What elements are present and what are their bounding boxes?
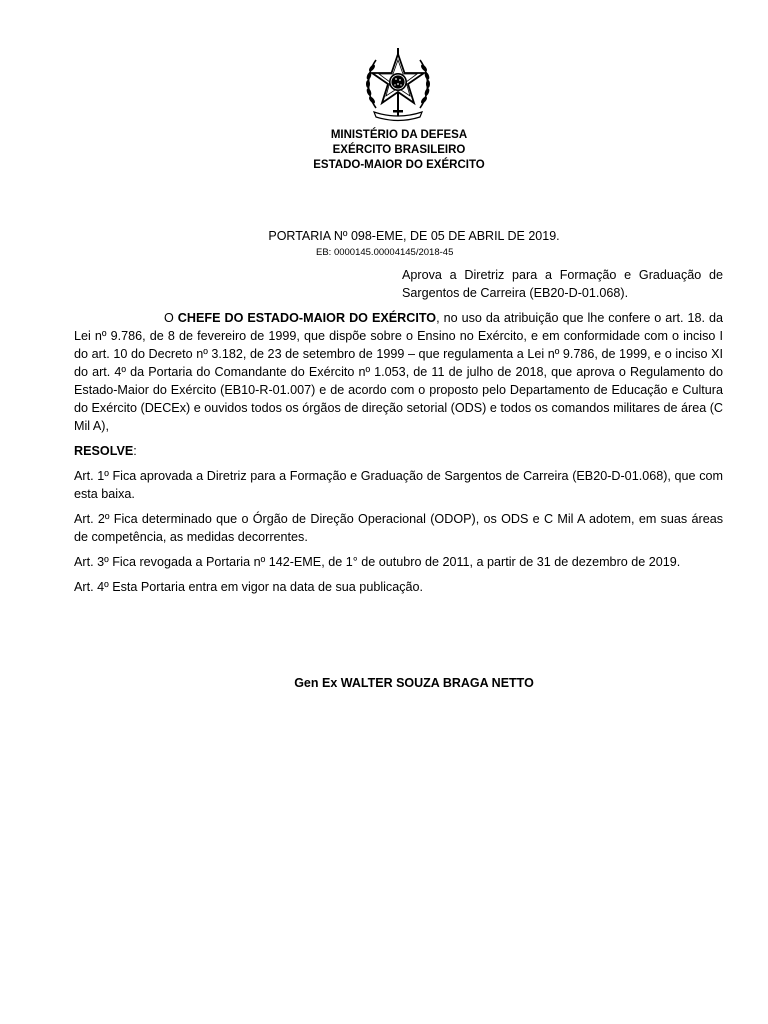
intro-authority: CHEFE DO ESTADO-MAIOR DO EXÉRCITO [177,311,437,325]
resolve-heading: RESOLVE: [74,444,137,458]
brazil-coat-of-arms-icon [360,46,436,122]
article-2: Art. 2º Fica determinado que o Órgão de Direção Operacional (ODOP), os ODS e C Mil A adotem, em suas áreas de competência, as medidas decorrentes. [74,512,723,544]
header-army: EXÉRCITO BRASILEIRO [332,144,466,156]
article-4: Art. 4º Esta Portaria entra em vigor na data de sua publicação. [74,580,424,594]
signature-name: Gen Ex WALTER SOUZA BRAGA NETTO [294,676,534,690]
intro-rest: , no uso da atribuição que lhe confere o art. 18. da Lei nº 9.786, de 8 de fevereiro de 1999, que dispõe sobre o Ensino no Exército, e em conformidade com o inciso I do art. 10 do Decreto nº 3.182, de 23 de setembro de 1999 – que regulamenta a Lei nº 9.786, de 1999, e o inciso XI do art. 4º da Portaria do Comandante do Exército nº 1.053, de 11 de julho de 2018, que aprova o Regulamento do Estado-Maior do Exército (EB10-R-01.007) e de acordo com o proposto pelo Departamento de Educação e Cultura do Exército (DECEx) e ouvidos todos os órgãos de direção setorial (ODS) e todos os comandos militares de área (C Mil A), [74,311,724,433]
eb-number: EB: 0000145.00004145/2018-45 [316,247,454,258]
article-3: Art. 3º Fica revogada a Portaria nº 142-EME, de 1° de outubro de 2011, a partir de 31 de dezembro de 2019. [74,555,681,569]
article-1: Art. 1º Fica aprovada a Diretriz para a Formação e Graduação de Sargentos de Carreira (EB20-D-01.068), que com esta baixa. [74,469,723,501]
header-staff: ESTADO-MAIOR DO EXÉRCITO [313,159,485,171]
portaria-title: PORTARIA Nº 098-EME, DE 05 DE ABRIL DE 2019. [268,229,560,243]
portaria-ementa: Aprova a Diretriz para a Formação e Graduação de Sargentos de Carreira (EB20-D-01.068). [402,268,723,300]
intro-paragraph [74,309,723,435]
intro-prefix: O [164,311,178,325]
document-header [0,128,768,173]
header-ministry: MINISTÉRIO DA DEFESA [330,129,468,141]
document-body [74,309,723,603]
